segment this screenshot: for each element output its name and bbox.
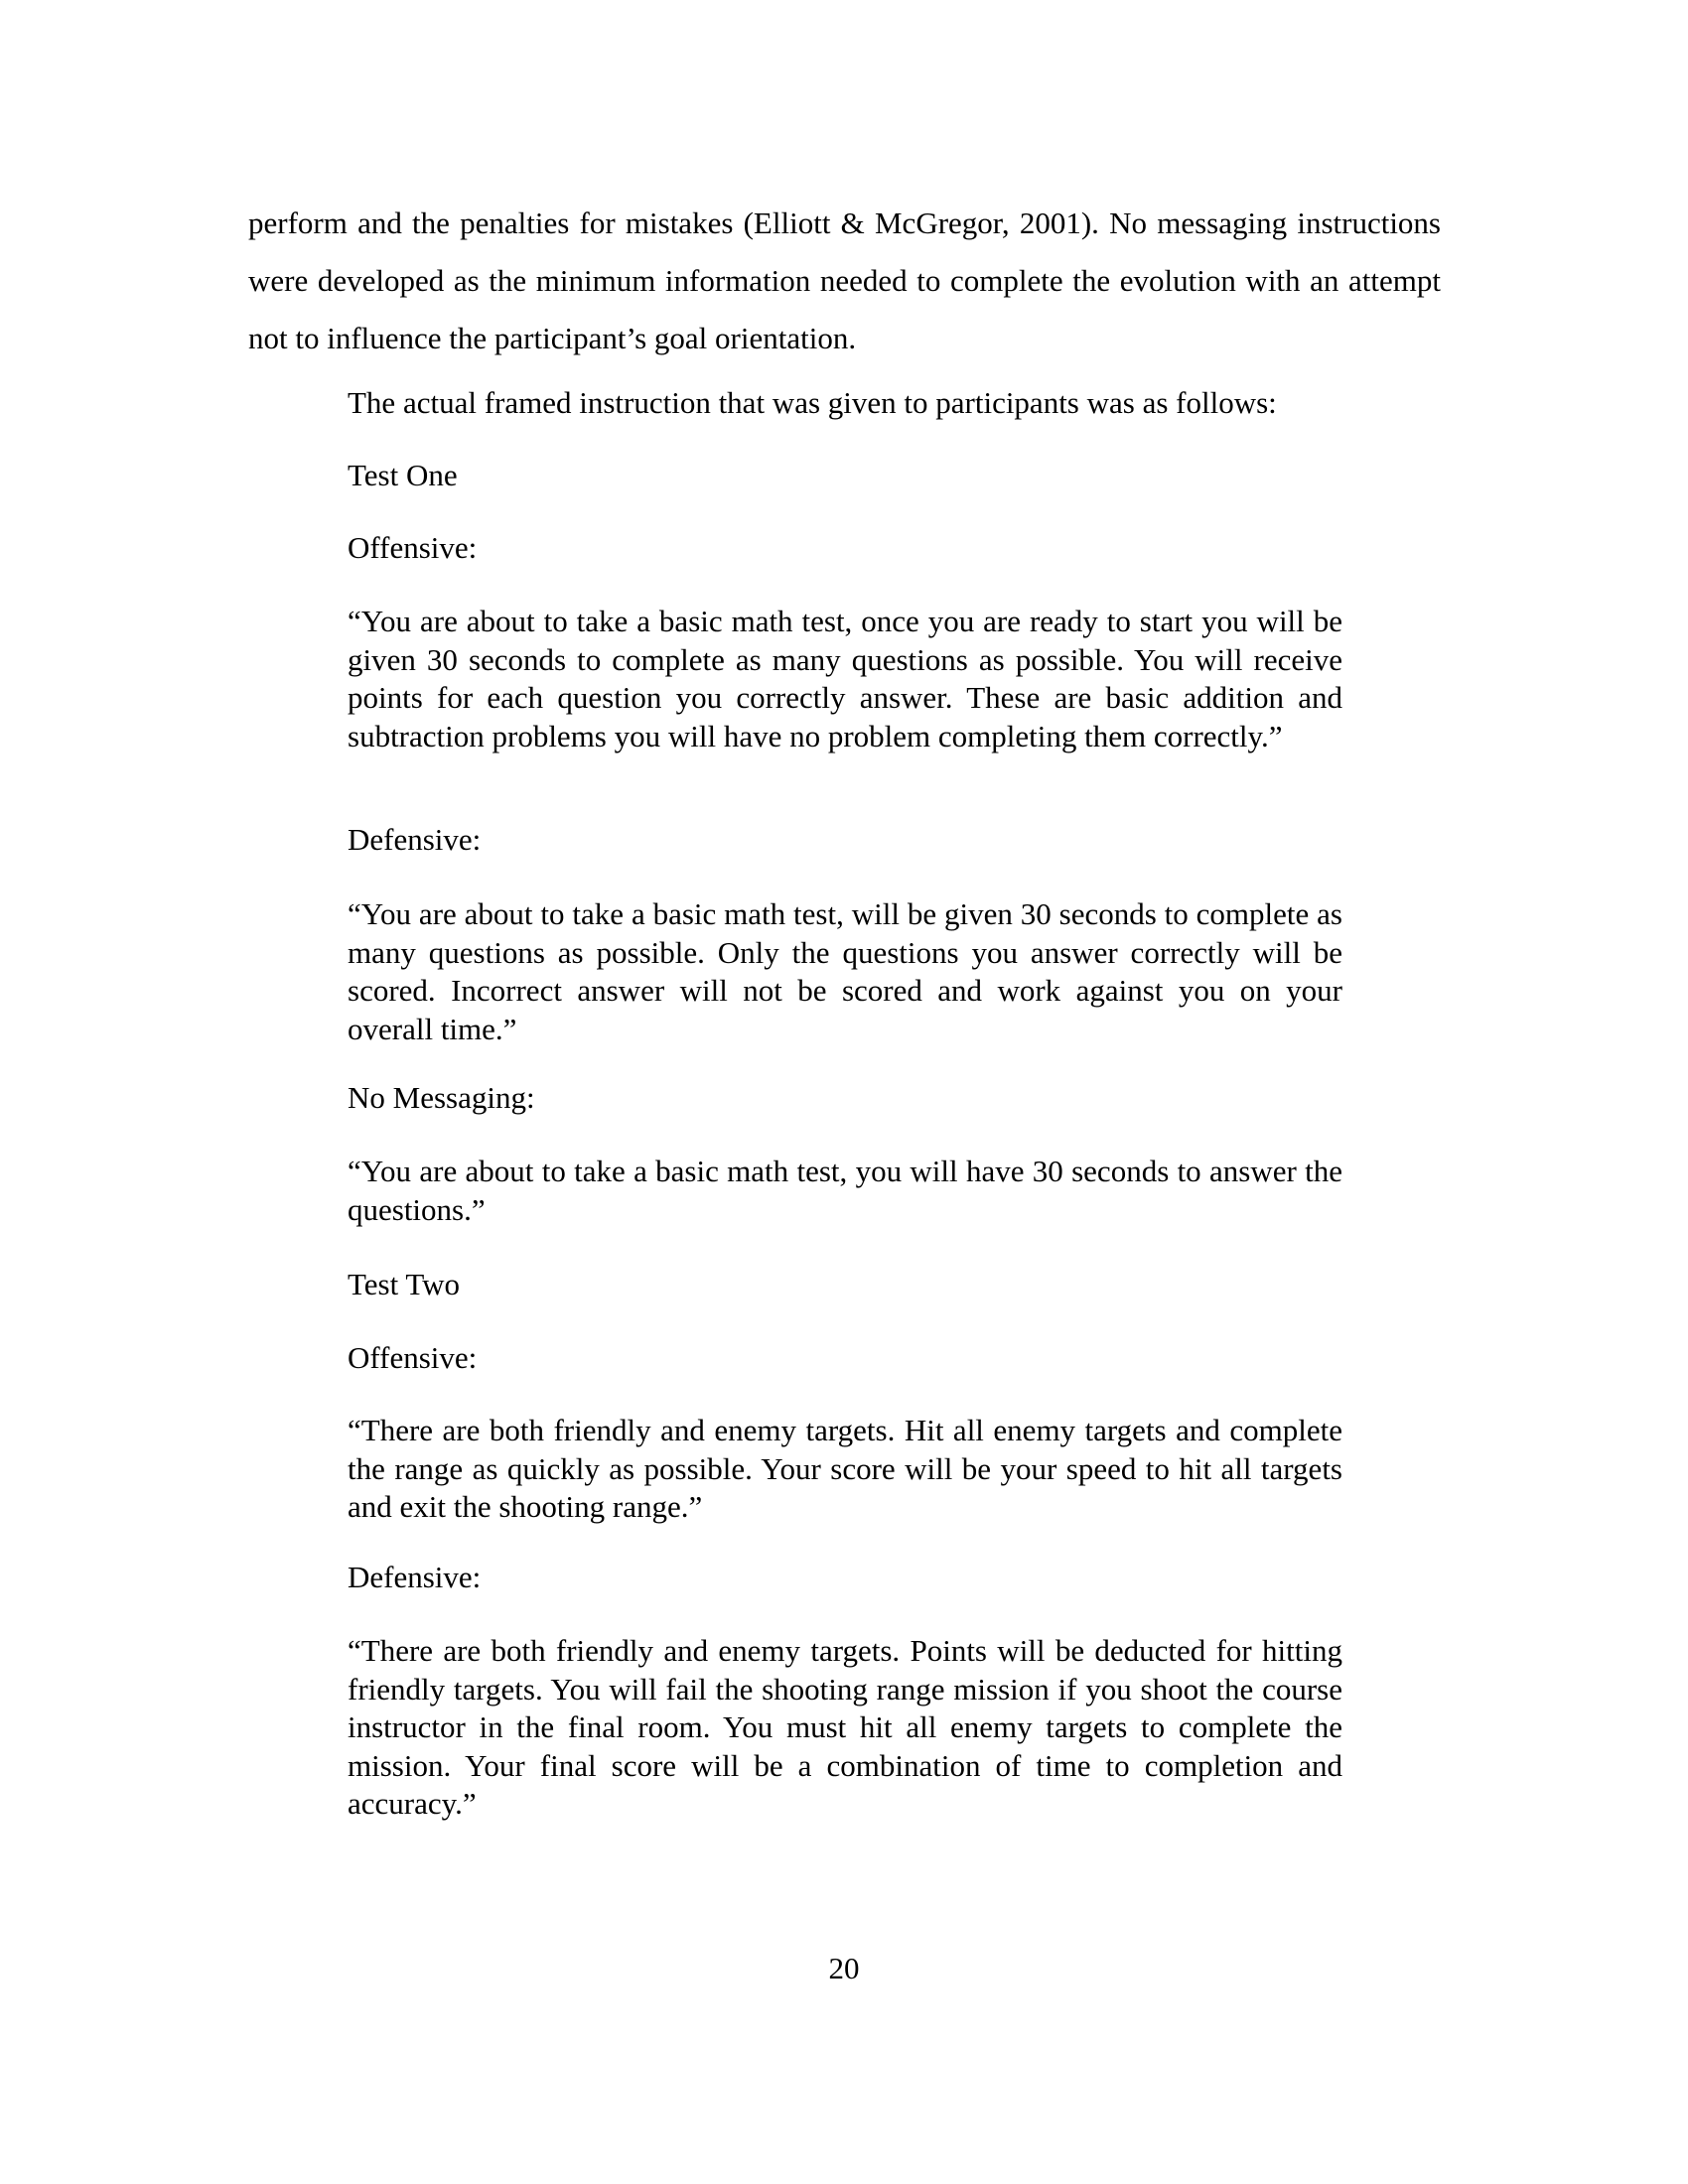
lead-sentence: The actual framed instruction that was given to participants was as follows:: [348, 385, 1277, 420]
test-one-offensive-text: “You are about to take a basic math test, once you are ready to start you will be given 30 seconds to complete as many questions as possible. You will receive points for each question you correctly answer. These are basic addition and subtraction problems you will have no problem completing them correctly.”: [348, 604, 1342, 753]
test-two-offensive-text: “There are both friendly and enemy targets. Hit all enemy targets and complete the range as quickly as possible. Your score will be your speed to hit all targets and exit the shooting range.”: [348, 1413, 1342, 1524]
test-one-defensive-text: “You are about to take a basic math test, will be given 30 seconds to complete as many questions as possible. Only the questions you answer correctly will be scored. Incorrect answer will not be scored and work against you on your overall time.”: [348, 896, 1342, 1046]
test-two-defensive-text: “There are both friendly and enemy targets. Points will be deducted for hitting friendly targets. You will fail the shooting range mission if you shoot the course instructor in the final room. You must hit all enemy targets to complete the mission. Your final score will be a combination of time to completion and accuracy.”: [348, 1633, 1342, 1821]
test-two-defensive-label: Defensive:: [348, 1560, 482, 1594]
test-one-defensive-label: Defensive:: [348, 822, 482, 857]
test-one-no-messaging-text: “You are about to take a basic math test, you will have 30 seconds to answer the questions.”: [348, 1154, 1342, 1227]
test-one-offensive-label: Offensive:: [348, 530, 478, 565]
intro-paragraph: perform and the penalties for mistakes (Elliott & McGregor, 2001). No messaging instructions were developed as the minimum information needed to complete the evolution with an attempt not to influence the participant’s goal orientation.: [248, 205, 1441, 355]
test-one-no-messaging-label: No Messaging:: [348, 1080, 535, 1115]
test-one-heading: Test One: [348, 458, 458, 492]
page-number: 20: [828, 1951, 860, 1985]
test-two-heading: Test Two: [348, 1267, 461, 1301]
test-two-offensive-label: Offensive:: [348, 1340, 478, 1375]
